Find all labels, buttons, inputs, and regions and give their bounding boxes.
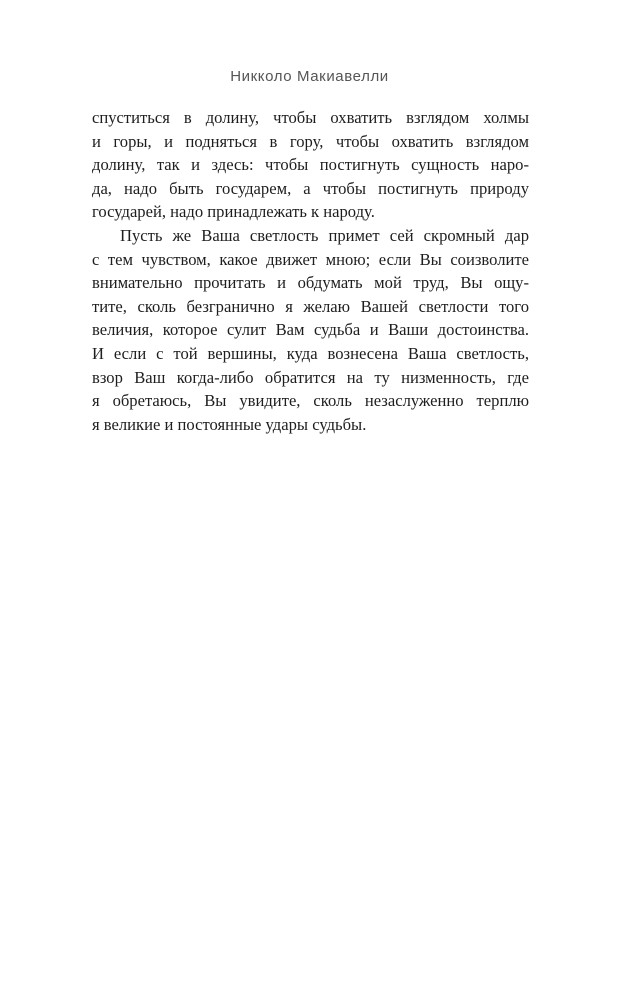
paragraph-2 — [92, 224, 529, 436]
text-line: и горы, и подняться в гору, чтобы охватить взглядом — [92, 131, 529, 151]
text-line: я обретаюсь, Вы увидите, сколь незаслуженно терплю — [92, 391, 529, 411]
body-text — [92, 106, 529, 436]
text-line: я великие и постоянные удары судьбы. — [92, 414, 367, 434]
text-line: спуститься в долину, чтобы охватить взглядом холмы — [92, 108, 529, 127]
paragraph-1 — [92, 106, 529, 224]
text-line: государей, надо принадлежать к народу. — [92, 202, 375, 222]
running-header: Никколо Макиавелли — [230, 68, 389, 85]
text-line: взор Ваш когда-либо обратится на ту низменность, где — [92, 367, 529, 387]
text-line: долину, так и здесь: чтобы постигнуть сущность наро- — [92, 155, 529, 175]
text-line: с тем чувством, какое движет мною; если Вы соизволите — [92, 249, 529, 269]
text-line: тите, сколь безгранично я желаю Вашей светлости того — [92, 296, 529, 316]
text-line: внимательно прочитать и обдумать мой труд, Вы ощу- — [92, 273, 529, 293]
text-line: да, надо быть государем, а чтобы постигнуть природу — [92, 178, 529, 198]
text-line: Пусть же Ваша светлость примет сей скромный дар — [120, 225, 529, 245]
text-line: И если с той вершины, куда вознесена Ваша светлость, — [92, 343, 529, 363]
text-line: величия, которое сулит Вам судьба и Ваши достоинства. — [92, 320, 529, 340]
